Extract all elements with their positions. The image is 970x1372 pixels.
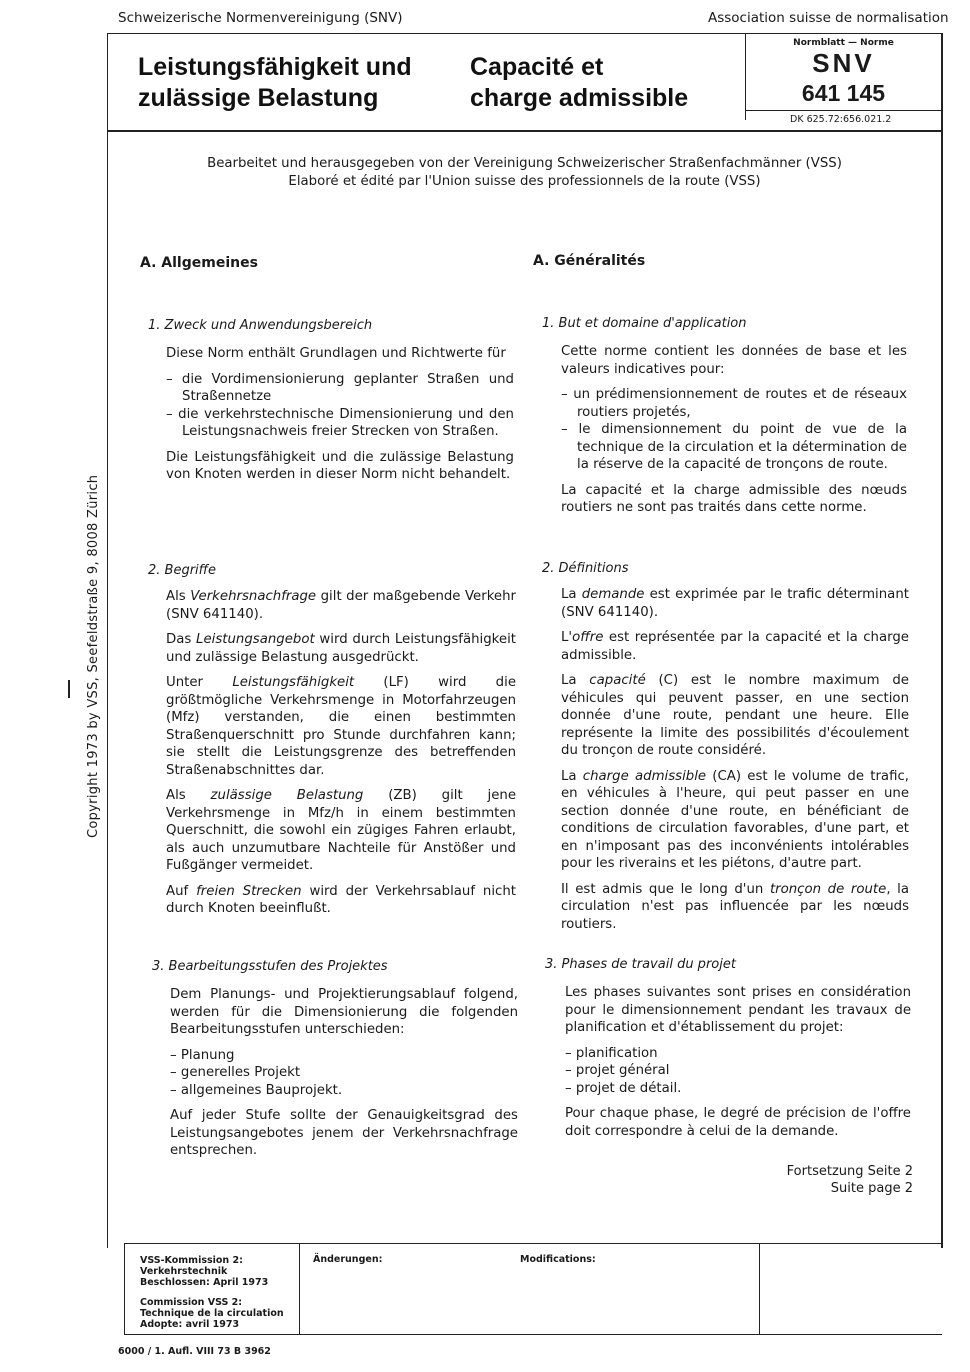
text-run: Das	[166, 632, 197, 647]
s1-title-de: 1. Zweck und Anwendungsbereich	[148, 318, 373, 333]
s2-fr-p1	[561, 586, 909, 621]
section-a-fr: A. Généralités	[533, 253, 646, 269]
s3-body-de	[170, 986, 518, 1168]
term: tronçon de route	[769, 881, 887, 897]
text-run: Als	[166, 788, 211, 803]
s1-de-list	[166, 371, 514, 441]
s2-de-p3	[166, 674, 516, 779]
continuation-fr: Suite page 2	[830, 1181, 913, 1196]
s2-fr-p5	[561, 881, 909, 934]
s3-body-fr	[565, 984, 911, 1148]
s3-de-li1: – Planung	[170, 1047, 518, 1065]
s2-de-p4	[166, 787, 516, 875]
text-run: La	[561, 587, 582, 602]
text-run: L'	[561, 630, 573, 645]
section-a-de: A. Allgemeines	[140, 255, 258, 271]
term: offre	[572, 630, 604, 645]
s1-body-fr	[561, 343, 907, 525]
term: freien Strecken	[196, 883, 302, 899]
text-run: Il est admis que le long d'un	[561, 881, 770, 897]
norm-label: Normblatt — Norme	[793, 38, 894, 48]
norm-box-gap	[745, 120, 747, 130]
text-run: Unter	[166, 675, 233, 690]
s2-title-fr: 2. Définitions	[542, 561, 629, 576]
margin-mark	[68, 680, 70, 698]
text-run: gilt der maßgebende Verkehr (SNV 641140).	[166, 589, 516, 622]
term: Verkehrsnachfrage	[190, 589, 317, 604]
text-run: est exprimée par le trafic déterminant (SNV 641140).	[561, 587, 909, 620]
commission-de-line1: VSS-Kommission 2:	[140, 1255, 243, 1266]
print-info: 6000 / 1. Aufl. VIII 73 B 3962	[118, 1346, 271, 1357]
commission-de-line3: Beschlossen: April 1973	[140, 1277, 269, 1288]
approval-col-divider-1	[299, 1244, 300, 1334]
s2-fr-p4	[561, 768, 909, 873]
s3-title-fr: 3. Phases de travail du projet	[545, 957, 736, 972]
continuation-de: Fortsetzung Seite 2	[786, 1164, 913, 1179]
term: demande	[581, 587, 645, 602]
continuation-note	[700, 1163, 913, 1197]
s1-de-p1: Diese Norm enthält Grundlagen und Richtwerte für	[166, 346, 506, 361]
title-fr-line1: Capacité et	[470, 53, 604, 81]
term: capacité	[589, 673, 646, 688]
s2-title-de: 2. Begriffe	[148, 563, 217, 578]
changes-de: Änderungen:	[313, 1254, 383, 1265]
s3-de-list	[170, 1047, 518, 1100]
s2-body-de	[166, 588, 516, 926]
s3-fr-li3: – projet de détail.	[565, 1080, 911, 1098]
s3-fr-p1: Les phases suivantes sont prises en considération pour le dimensionnement pendant les travaux de planification et d'établissement du projet:	[565, 985, 911, 1035]
text-run: (C) est le nombre maximum de véhicules qui peuvent passer, en une section donnée d'une route, pendant une heure. Elle représente la limite des possibilités d'écoulement du tronçon de route considéré.	[561, 673, 909, 758]
s3-title-de: 3. Bearbeitungsstufen des Projektes	[152, 959, 388, 974]
s1-fr-li1: – un prédimensionnement de routes et de réseaux routiers projetés,	[561, 386, 907, 421]
text-run: , la circulation n'est pas influencée par les nœuds routiers.	[561, 881, 910, 932]
text-run: wird der Verkehrsablauf nicht durch Knoten beeinflußt.	[166, 883, 517, 916]
title-divider	[107, 130, 942, 132]
commission-fr-line2: Technique de la circulation	[140, 1308, 284, 1319]
text-run: Auf	[166, 883, 197, 899]
text-run: La	[561, 768, 583, 784]
copyright-vertical: Copyright 1973 by VSS, Seefeldstraße 9, 8008 Zürich	[86, 474, 101, 838]
term: zulässige Belastung	[210, 788, 364, 803]
s1-fr-p2: La capacité et la charge admissible des nœuds routiers ne sont pas traités dans cette norme.	[561, 482, 907, 515]
text-run: (CA) est le volume de trafic, en véhicules à l'heure, qui peut passer en une section donnée d'une route, en bénéficiant de conditions de circulation favorables, d'une part, et en n'imposant pas des inconvénients intolérables pour les riverains et les piétons, d'autre part.	[561, 768, 909, 871]
s3-fr-list	[565, 1045, 911, 1098]
frame-right-border	[941, 33, 943, 1248]
term: charge admissible	[582, 768, 707, 784]
commission-de	[140, 1255, 268, 1288]
s2-body-fr	[561, 586, 909, 941]
text-run: La	[561, 673, 590, 688]
publisher-fr: Association suisse de normalisation	[708, 10, 949, 26]
text-run: est représentée par la capacité et la charge admissible.	[561, 630, 909, 663]
text-run: (ZB) gilt jene Verkehrsmenge in Mfz/h in einem bestimmten Querschnitt, die sowohl ein zügiges Fahren erlaubt, als auch unzumutbare Nachteile für Anstößer und Fußgänger vermeidet.	[166, 788, 517, 873]
s1-de-li1: – die Vordimensionierung geplanter Straßen und Straßennetze	[166, 371, 514, 406]
approval-col-divider-2	[759, 1244, 760, 1334]
term: Leistungsangebot	[196, 632, 315, 647]
s2-de-p2	[166, 631, 516, 666]
text-run: wird durch Leistungsfähigkeit und zulässige Belastung ausgedrückt.	[166, 632, 516, 665]
s3-de-p1: Dem Planungs- und Projektierungsablauf folgend, werden für die Dimensionierung die folgenden Bearbeitungsstufen unterschieden:	[170, 987, 518, 1037]
changes-fr: Modifications:	[520, 1254, 596, 1265]
editor-block	[107, 155, 942, 191]
s2-fr-p2	[561, 629, 909, 664]
commission-fr-line3: Adopte: avril 1973	[140, 1319, 240, 1330]
s3-fr-p2: Pour chaque phase, le degré de précision de l'offre doit correspondre à celui de la demande.	[565, 1106, 911, 1139]
editor-de: Bearbeitet und herausgegeben von der Vereinigung Schweizerischer Straßenfachmänner (VSS)	[207, 156, 842, 171]
s2-de-p5	[166, 883, 516, 918]
title-de	[138, 52, 412, 114]
s3-de-li3: – allgemeines Bauprojekt.	[170, 1082, 518, 1100]
s1-de-li2: – die verkehrstechnische Dimensionierung und den Leistungsnachweis freier Strecken von Straßen.	[166, 406, 514, 441]
s1-title-fr: 1. But et domaine d'application	[542, 316, 747, 331]
title-fr	[470, 52, 688, 114]
title-de-line2: zulässige Belastung	[138, 84, 379, 112]
s1-de-p2: Die Leistungsfähigkeit und die zulässige Belastung von Knoten werden in dieser Norm nicht behandelt.	[166, 449, 514, 482]
s3-fr-li2: – projet général	[565, 1062, 911, 1080]
s1-fr-p1: Cette norme contient les données de base et les valeurs indicatives pour:	[561, 344, 907, 377]
s1-fr-li2: – le dimensionnement du point de vue de la technique de la circulation et la détermination de la réserve de la capacité de tronçons de route.	[561, 421, 907, 474]
title-fr-line2: charge admissible	[470, 84, 689, 112]
editor-fr: Elaboré et édité par l'Union suisse des professionnels de la route (VSS)	[288, 174, 761, 189]
s2-de-p1	[166, 588, 516, 623]
s3-de-li2: – generelles Projekt	[170, 1064, 518, 1082]
term: Leistungsfähigkeit	[232, 675, 355, 690]
s3-de-p2: Auf jeder Stufe sollte der Genauigkeitsgrad des Leistungsangebotes jenem der Verkehrsnachfrage entsprechen.	[170, 1108, 518, 1158]
commission-fr-line1: Commission VSS 2:	[140, 1297, 243, 1308]
norm-number: 641 145	[801, 80, 886, 106]
s3-fr-li1: – planification	[565, 1045, 911, 1063]
norm-code: SNV	[812, 48, 875, 78]
publisher-de: Schweizerische Normenvereinigung (SNV)	[118, 10, 403, 26]
s1-body-de	[166, 345, 514, 492]
commission-de-line2: Verkehrstechnik	[140, 1266, 228, 1277]
dk-number: DK 625.72:656.021.2	[790, 114, 892, 125]
norm-divider	[745, 110, 942, 111]
title-de-line1: Leistungsfähigkeit und	[138, 53, 412, 81]
text-run: Als	[166, 589, 191, 604]
text-run: (LF) wird die größtmögliche Verkehrsmenge in Motorfahrzeugen (Mfz) verstanden, die einen bestimmten Straßenquerschnitt pro Stunde durchfahren kann; sie stellt die Leistungsgrenze des betreffenden Straßenabschnittes dar.	[166, 675, 516, 778]
s1-fr-list	[561, 386, 907, 474]
commission-fr	[140, 1297, 284, 1330]
s2-fr-p3	[561, 672, 909, 760]
